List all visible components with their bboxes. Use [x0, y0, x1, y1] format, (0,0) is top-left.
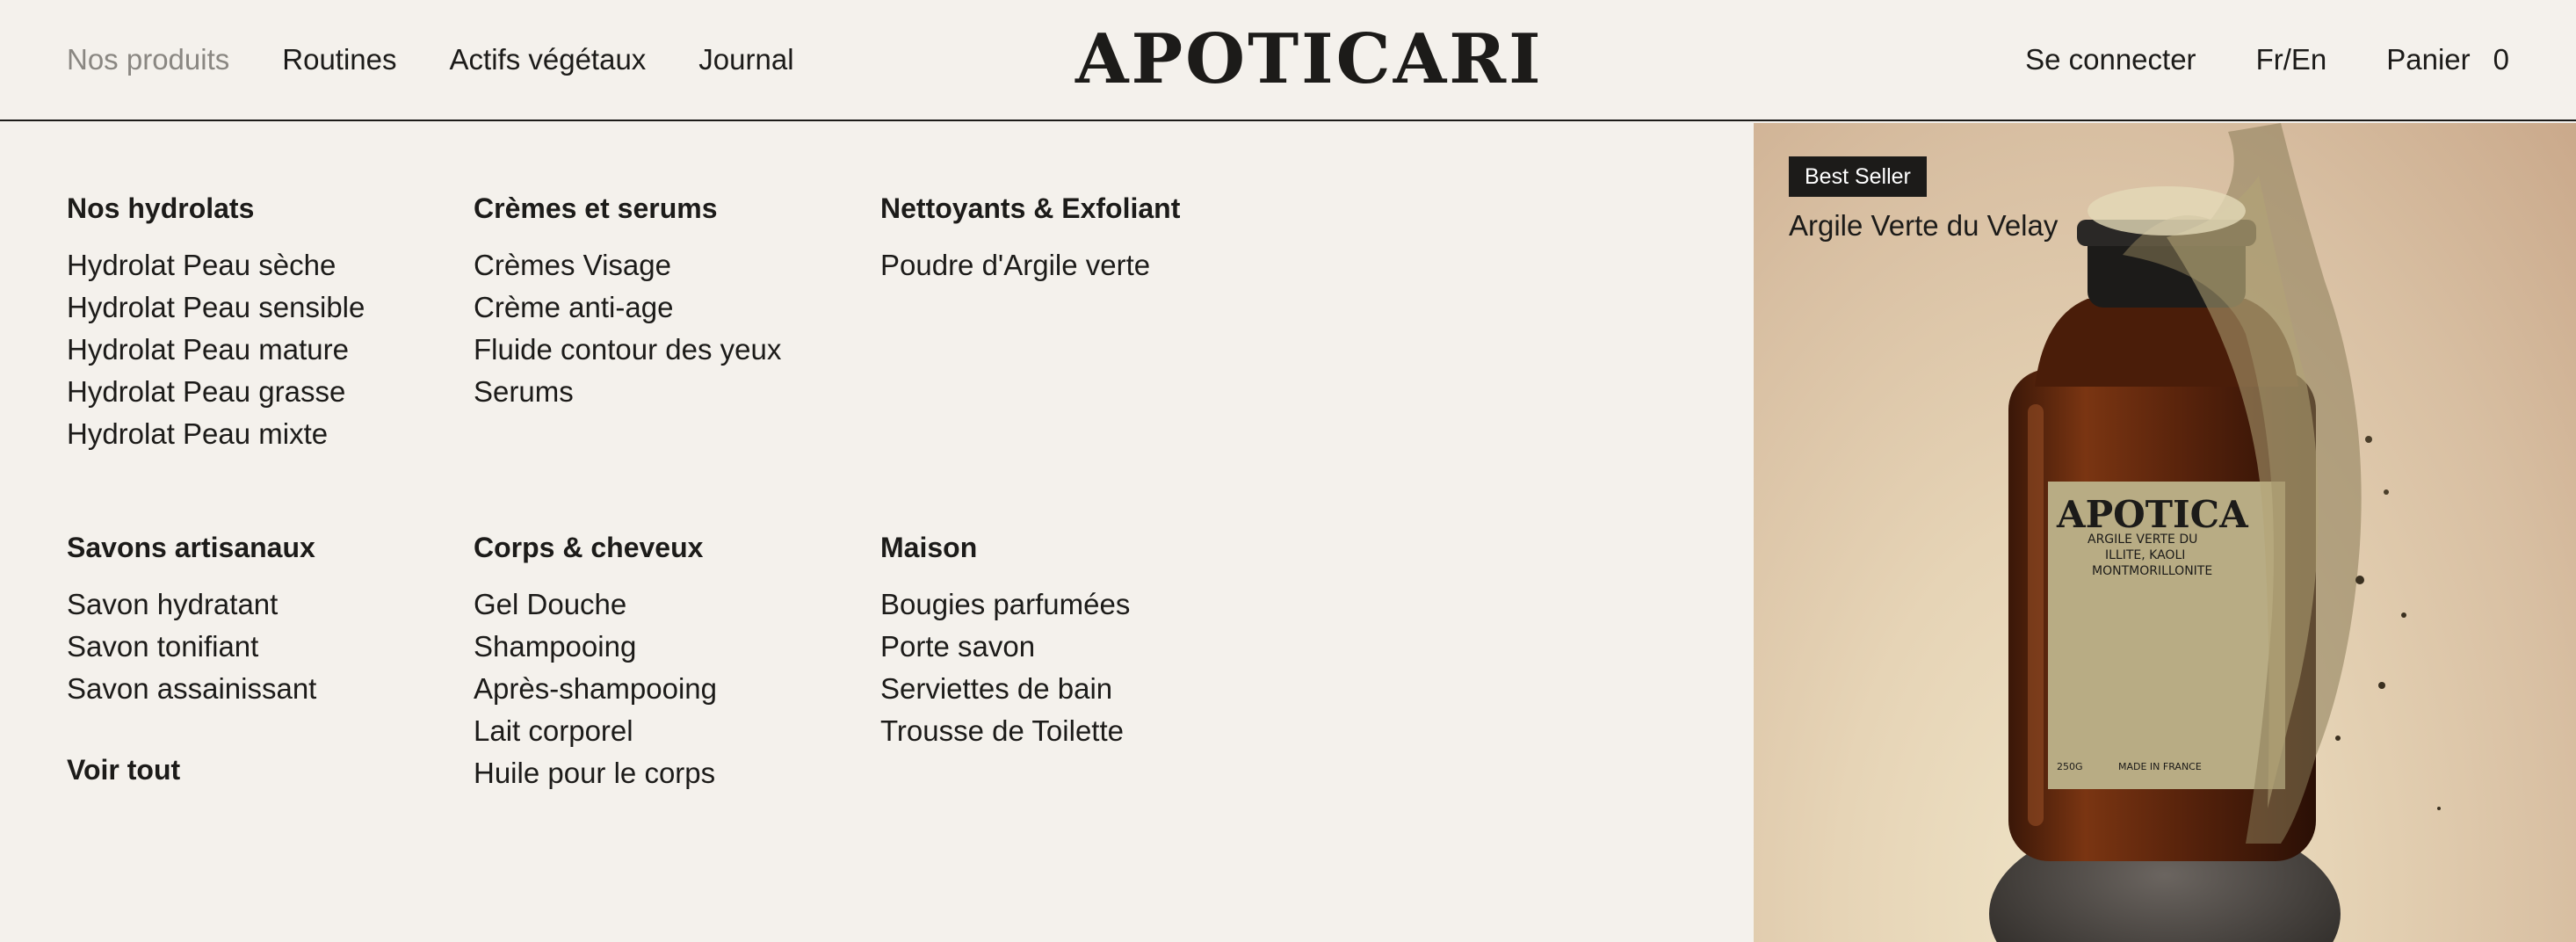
menu-item[interactable]: Poudre d'Argile verte — [880, 249, 1151, 281]
menu-item[interactable]: Hydrolat Peau sèche — [67, 249, 336, 281]
menu-item[interactable]: Porte savon — [880, 630, 1036, 663]
menu-item[interactable]: Lait corporel — [474, 714, 633, 747]
cart-link[interactable]: Panier — [2386, 43, 2471, 76]
column-title[interactable]: Savons artisanaux — [67, 532, 315, 563]
menu-column-cremes — [474, 185, 860, 413]
product-image — [1754, 123, 2576, 942]
menu-column-nettoyants — [880, 185, 1267, 286]
menu-item[interactable]: Shampooing — [474, 630, 637, 663]
column-title[interactable]: Crèmes et serums — [474, 192, 718, 224]
label-line: MONTMORILLONITE — [2092, 564, 2213, 578]
nav-journal[interactable]: Journal — [698, 43, 794, 76]
label-brand: APOTICA — [2057, 493, 2248, 536]
main-nav — [67, 0, 847, 120]
menu-item[interactable]: Trousse de Toilette — [880, 714, 1124, 747]
menu-item[interactable]: Fluide contour des yeux — [474, 333, 782, 366]
site-header — [0, 0, 2576, 121]
menu-item[interactable]: Savon hydratant — [67, 588, 279, 620]
login-link[interactable]: Se connecter — [2025, 43, 2196, 76]
menu-item[interactable]: Hydrolat Peau mature — [67, 333, 349, 366]
menu-item[interactable]: Crème anti-age — [474, 291, 674, 323]
promo-card[interactable] — [1754, 123, 2576, 942]
menu-column-corps — [474, 524, 860, 794]
mega-menu — [0, 123, 1754, 942]
menu-item[interactable]: Savon tonifiant — [67, 630, 259, 663]
menu-column-savons — [67, 524, 453, 710]
menu-item[interactable]: Huile pour le corps — [474, 757, 716, 789]
menu-item[interactable]: Bougies parfumées — [880, 588, 1131, 620]
label-weight: 250G — [2057, 761, 2083, 772]
menu-item[interactable]: Hydrolat Peau sensible — [67, 291, 365, 323]
cart-count[interactable]: 0 — [2493, 43, 2509, 76]
column-title[interactable]: Corps & cheveux — [474, 532, 704, 563]
menu-item[interactable]: Après-shampooing — [474, 672, 717, 705]
label-line: ILLITE, KAOLI — [2105, 548, 2186, 562]
column-title[interactable]: Nos hydrolats — [67, 192, 255, 224]
label-made: MADE IN FRANCE — [2118, 761, 2202, 772]
brand-logo[interactable]: APOTICARI — [1075, 19, 1544, 99]
menu-item[interactable]: Serviettes de bain — [880, 672, 1113, 705]
menu-item[interactable]: Serums — [474, 375, 574, 408]
promo-title[interactable]: Argile Verte du Velay — [1789, 209, 2059, 242]
language-switch[interactable]: Fr/En — [2255, 43, 2327, 76]
menu-item[interactable]: Gel Douche — [474, 588, 627, 620]
label-line: ARGILE VERTE DU — [2088, 533, 2198, 547]
menu-item[interactable]: Crèmes Visage — [474, 249, 671, 281]
nav-actifs-vegetaux[interactable]: Actifs végétaux — [449, 43, 647, 76]
menu-item[interactable]: Hydrolat Peau grasse — [67, 375, 346, 408]
column-title[interactable]: Nettoyants & Exfoliant — [880, 192, 1181, 224]
menu-item[interactable]: Savon assainissant — [67, 672, 317, 705]
best-seller-badge: Best Seller — [1789, 156, 1927, 197]
menu-column-hydrolats — [67, 185, 453, 455]
account-nav — [2025, 0, 2509, 120]
column-title[interactable]: Maison — [880, 532, 978, 563]
menu-column-maison — [880, 524, 1267, 752]
nav-routines[interactable]: Routines — [282, 43, 397, 76]
see-all-link[interactable]: Voir tout — [67, 754, 181, 786]
nav-nos-produits[interactable]: Nos produits — [67, 43, 230, 76]
menu-item[interactable]: Hydrolat Peau mixte — [67, 417, 329, 450]
